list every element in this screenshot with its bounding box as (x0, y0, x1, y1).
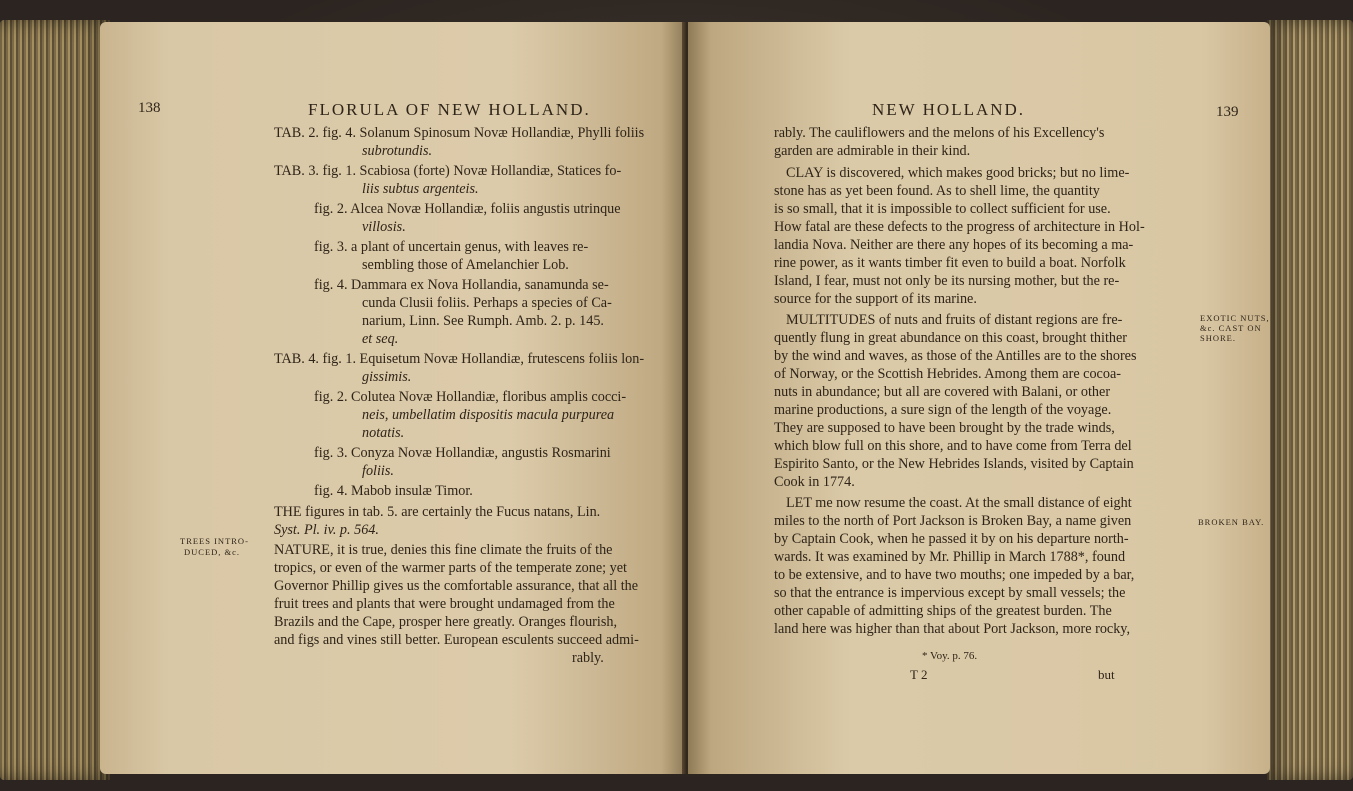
left-line: subrotundis. (362, 143, 433, 159)
page-edges-left (0, 20, 110, 780)
left-line: rably. (572, 650, 604, 666)
left-line: tropics, or even of the warmer parts of the temperate zone; yet (274, 560, 627, 576)
right-line: source for the support of its marine. (774, 291, 977, 307)
left-line: TAB. 4. fig. 1. Equisetum Novæ Hollandiæ, frutescens foliis lon- (274, 351, 645, 367)
left-line: TAB. 3. fig. 1. Scabiosa (forte) Novæ Hollandiæ, Statices fo- (274, 163, 622, 179)
left-line: Brazils and the Cape, prosper here greatly. Oranges flourish, (274, 614, 618, 630)
right-page-number: 139 (1216, 104, 1239, 120)
right-line: How fatal are these defects to the progress of architecture in Hol- (774, 219, 1145, 235)
left-line: TAB. 2. fig. 4. Solanum Spinosum Novæ Hollandiæ, Phylli foliis (274, 125, 645, 141)
right-line: nuts in abundance; but all are covered with Balani, or other (774, 384, 1111, 400)
left-running-head: FLORULA OF NEW HOLLAND. (308, 100, 591, 119)
right-line: miles to the north of Port Jackson is Broken Bay, a name given (774, 513, 1132, 529)
left-line: NATURE, it is true, denies this fine climate the fruits of the (274, 542, 613, 558)
right-line: They are supposed to have been brought by the trade winds, (774, 420, 1115, 436)
right-line: land here was higher than that about Port Jackson, more rocky, (774, 621, 1131, 637)
right-line: stone has as yet been found. As to shell lime, the quantity (774, 183, 1100, 199)
right-line: Island, I fear, must not only be its nursing mother, but the re- (774, 273, 1120, 289)
left-line: fig. 3. Conyza Novæ Hollandiæ, angustis Rosmarini (314, 445, 611, 461)
left-line: foliis. (362, 463, 394, 479)
left-line: narium, Linn. See Rumph. Amb. 2. p. 145. (362, 313, 604, 329)
right-line: by Captain Cook, when he passed it by on his departure north- (774, 531, 1129, 547)
right-line: garden are admirable in their kind. (774, 143, 971, 159)
right-line: Cook in 1774. (774, 474, 855, 490)
signature-mark: T 2 (910, 667, 928, 682)
right-line: MULTITUDES of nuts and fruits of distant regions are fre- (786, 312, 1123, 328)
right-line: Espirito Santo, or the New Hebrides Islands, visited by Captain (774, 456, 1134, 472)
left-line: fig. 4. Dammara ex Nova Hollandia, sanamunda se- (314, 277, 609, 293)
left-line: fig. 3. a plant of uncertain genus, with leaves re- (314, 239, 589, 255)
left-line: Governor Phillip gives us the comfortable assurance, that all the (274, 578, 639, 594)
page-edges-right (1267, 20, 1353, 780)
right-line: marine productions, a sure sign of the length of the voyage. (774, 402, 1112, 418)
left-line: fruit trees and plants that were brought undamaged from the (274, 596, 615, 612)
left-line: villosis. (362, 219, 406, 235)
left-line: fig. 2. Alcea Novæ Hollandiæ, foliis angustis utrinque (314, 201, 621, 217)
right-line: landia Nova. Neither are there any hopes of its becoming a ma- (774, 237, 1134, 253)
left-line: neis, umbellatim dispositis macula purpurea (362, 407, 615, 423)
left-line: notatis. (362, 425, 405, 441)
right-line: rably. The cauliflowers and the melons of his Excellency's (774, 125, 1105, 141)
right-line: quently flung in great abundance on this coast, brought thither (774, 330, 1128, 346)
left-line: gissimis. (362, 369, 412, 385)
left-line: Syst. Pl. iv. p. 564. (274, 522, 379, 538)
right-page (688, 22, 1270, 774)
right-line: CLAY is discovered, which makes good bricks; but no lime- (786, 165, 1130, 181)
left-line: THE figures in tab. 5. are certainly the Fucus natans, Lin. (274, 504, 601, 520)
catchword: but (1098, 667, 1115, 682)
margin-note-exotic-nuts: EXOTIC NUTS, (1200, 313, 1270, 323)
right-line: other capable of admitting ships of the greatest burden. The (774, 603, 1112, 619)
right-line: wards. It was examined by Mr. Phillip in March 1788*, found (774, 549, 1126, 565)
right-line: is so small, that it is impossible to collect sufficient for use. (774, 201, 1111, 217)
margin-note-exotic-nuts: &c. CAST ON (1200, 323, 1262, 333)
margin-note-broken-bay: BROKEN BAY. (1198, 517, 1265, 527)
left-line: liis subtus argenteis. (362, 181, 479, 197)
left-line: cunda Clusii foliis. Perhaps a species of Ca- (362, 295, 612, 311)
right-line: LET me now resume the coast. At the small distance of eight (786, 495, 1132, 511)
right-line: rine power, as it wants timber fit even to build a boat. Norfolk (774, 255, 1126, 271)
margin-note-exotic-nuts: SHORE. (1200, 333, 1236, 343)
right-running-head: NEW HOLLAND. (872, 100, 1026, 119)
right-line: so that the entrance is impervious except by small vessels; the (774, 585, 1126, 601)
left-line: et seq. (362, 331, 399, 347)
left-page (100, 22, 685, 774)
left-page-number: 138 (138, 100, 161, 116)
margin-note-trees: DUCED, &c. (184, 547, 241, 557)
right-line: to be extensive, and to have two mouths; one impeded by a bar, (774, 567, 1135, 583)
right-line: which blow full on this shore, and to have come from Terra del (774, 438, 1132, 454)
left-line: sembling those of Amelanchier Lob. (362, 257, 569, 273)
left-line: and figs and vines still better. European esculents succeed admi- (274, 632, 639, 648)
footnote: * Voy. p. 76. (922, 650, 978, 662)
right-line: by the wind and waves, as those of the Antilles are to the shores (774, 348, 1137, 364)
left-line: fig. 2. Colutea Novæ Hollandiæ, floribus amplis cocci- (314, 389, 627, 405)
margin-note-trees: TREES INTRO- (180, 536, 249, 546)
right-line: of Norway, or the Scottish Hebrides. Among them are cocoa- (774, 366, 1121, 382)
left-line: fig. 4. Mabob insulæ Timor. (314, 483, 473, 499)
